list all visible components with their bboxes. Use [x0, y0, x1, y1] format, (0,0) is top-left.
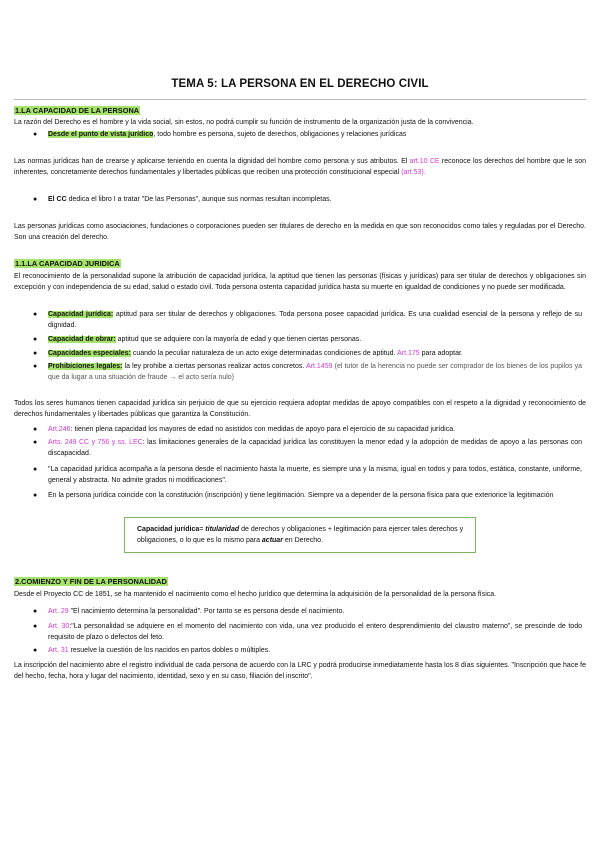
bullet-icon: ●: [33, 623, 38, 630]
paragraph: La inscripción del nacimiento abre el registro individual de cada persona de acuerdo con la LRC y podrá producirse inmediatamente hasta los 8 días siguientes. "Inscripción que hace fe del hecho, fecha, hora y lugar del nacimiento, identidad, sexo y en su caso, filiación del inscrito".: [14, 662, 586, 681]
definition-text: Capacidad jurídica= titularidad de derechos y obligaciones + legitimación para ejercer tales derechos y obligaciones, o lo que es lo mismo para actuar en Derecho.: [137, 526, 464, 545]
paragraph: El reconocimiento de la personalidad supone la atribución de capacidad jurídica, la aptitud que tienen las personas (físicas y jurídicas) para ser titular de derechos y obligaciones sin excepción y con independencia de su edad, salud o estado civil. Toda persona ostenta capacidad jurídica hasta su muerte en igualdad de condiciones y no puede ser modificada.: [14, 273, 586, 292]
list-item: Capacidades especiales: cuando la peculiar naturaleza de un acto exige determinadas condiciones de aptitud. Art.175 para adoptar.: [48, 350, 463, 357]
section-heading: 1.1.LA CAPACIDAD JURIDICA: [15, 259, 120, 268]
bullet-icon: ●: [33, 350, 38, 357]
bullet-icon: ●: [33, 466, 38, 473]
bullet-icon: ●: [33, 131, 38, 138]
paragraph: Las personas jurídicas como asociaciones, fundaciones o corporaciones pueden ser titulares de derecho en la medida en que son reconocidos como tales y reguladas por el Derecho. Son una creación del derecho.: [14, 223, 586, 242]
list-item: Art. 29 "El nacimiento determina la personalidad". Por tanto se es persona desde el nacimiento.: [48, 608, 345, 615]
section-heading: 2.COMIENZO Y FIN DE LA PERSONALIDAD: [15, 577, 167, 586]
bullet-icon: ●: [33, 426, 38, 433]
bullet-icon: ●: [33, 647, 38, 654]
bullet-icon: ●: [33, 336, 38, 343]
paragraph: Desde el Proyecto CC de 1851, se ha mantenido el nacimiento como el hecho jurídico que determina la adquisición de la personalidad de la persona física.: [14, 591, 497, 598]
bullet-icon: ●: [33, 608, 38, 615]
list-item: Art.246: tienen plena capacidad los mayores de edad no asistidos con medidas de apoyo para el ejercicio de su capacidad jurídica.: [48, 426, 456, 433]
paragraph: Todos los seres humanos tienen capacidad jurídica sin perjuicio de que su ejercicio requiera adoptar medidas de apoyo compatibles con el respeto a la dignidad y reconocimiento de derechos fundamentales y libertades públicas que garantiza la Constitución.: [14, 400, 586, 419]
list-item: Desde el punto de vista jurídico, todo hombre es persona, sujeto de derechos, obligaciones y relaciones jurídicas: [48, 131, 407, 138]
bullet-icon: ●: [33, 492, 38, 499]
bullet-icon: ●: [33, 439, 38, 446]
list-item: Art. 30:"La personalidad se adquiere en el momento del nacimiento con vida, una vez producido el entero desprendimiento del claustro materno", se prescinde de todo requisito de plazo o defectos del feto.: [48, 623, 582, 642]
list-item: Capacidad de obrar: aptitud que se adquiere con la mayoría de edad y que tienen ciertas personas.: [48, 336, 362, 343]
bullet-icon: ●: [33, 311, 38, 318]
list-item: Capacidad jurídica: aptitud para ser titular de derechos y obligaciones. Toda persona posee capacidad jurídica. Es una cualidad esencial de la persona y reflejo de su dignidad.: [48, 311, 583, 330]
list-item: "La capacidad jurídica acompaña a la persona desde el nacimiento hasta la muerte, es siempre una y la misma, igual en todos y para todos, estática, constante, uniforme, general y abstracta. No admite grados ni modificaciones".: [48, 466, 582, 485]
paragraph: La razón del Derecho es el hombre y la vida social, sin estos, no podrá cumplir su función de instrumento de la organización justa de la convivencia.: [14, 119, 474, 126]
bullet-icon: ●: [33, 196, 38, 203]
title-divider: [14, 99, 586, 100]
section-heading: 1.LA CAPACIDAD DE LA PERSONA: [15, 106, 140, 115]
list-item: En la persona jurídica coincide con la constitución (inscripción) y tiene legitimación. Siempre va a depender de la persona física para que exteriorice la legitimación: [48, 492, 554, 499]
paragraph: Las normas jurídicas han de crearse y aplicarse teniendo en cuenta la dignidad del hombre como persona y sus atributos. El art.10 CE reconoce los derechos del hombre que le son inherentes, concretamente derechos fundamentales y libertades públicas que reciben una protección constitucional especial (art.53).: [14, 158, 586, 177]
list-item: El CC dedica el libro I a tratar "De las Personas", aunque sus normas resultan incompletas.: [48, 196, 332, 203]
definition-box: [124, 517, 476, 553]
bullet-icon: ●: [33, 363, 38, 370]
list-item: Prohibiciones legales: la ley prohibe a ciertas personas realizar actos concretos. Art.1459 (el tutor de la herencia no puede ser comprador de los bienes de los pupilos ya que da lugar a una situación de fraude → el acto sería nulo): [48, 363, 582, 382]
page-title: TEMA 5: LA PERSONA EN EL DERECHO CIVIL: [171, 78, 429, 90]
list-item: Arts. 249 CC y 756 y ss. LEC: las limitaciones generales de la capacidad jurídica las constituyen la menor edad y la adopción de medidas de apoyo a las personas con discapacidad.: [48, 439, 582, 458]
list-item: Art. 31 resuelve la cuestión de los nacidos en partos dobles o múltiples.: [48, 647, 271, 654]
